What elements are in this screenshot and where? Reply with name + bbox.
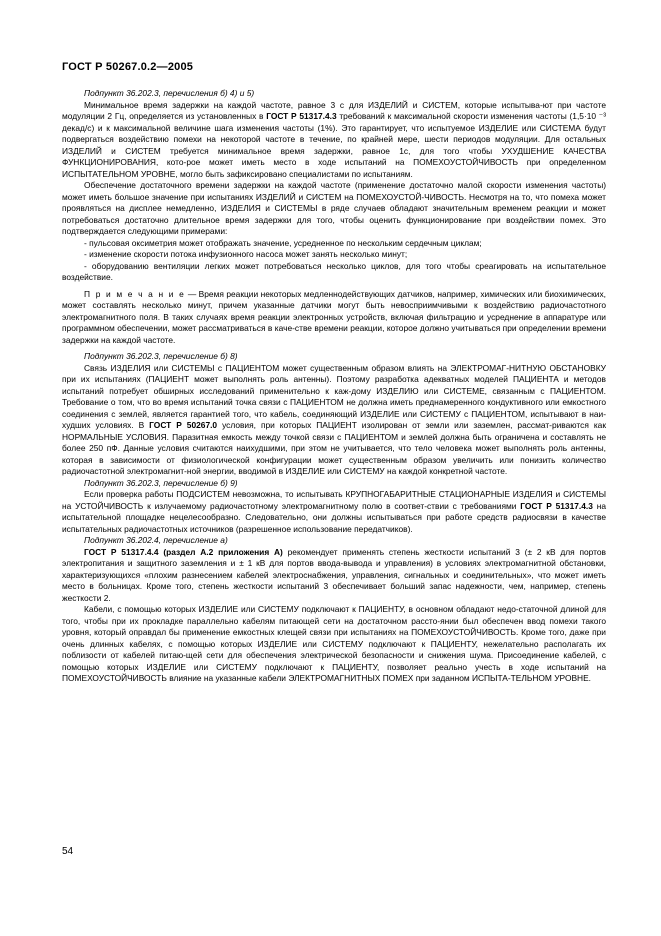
list-item: - изменение скорости потока инфузионного насоса может занять несколько минут; <box>84 249 408 259</box>
paragraph: ГОСТ Р 51317.4.4 (раздел А.2 приложения А) рекомендует применять степень жесткости испытаний 3 (± 2 кВ для портов электропитания и защитного заземления и ± 1 кВ для портов ввода-вывода и управления) в условиях электромагнитной обстановки, характеризующихся «плохим разнесением кабелей электроснабжения, управления, сигнальных и соединительных», что может иметь место в больницах. Кроме того, степень жесткости испытаний 3 обеспечивает больший запас надежности, чем, например, степень жесткости 2. <box>62 546 606 603</box>
list-item: - пульсовая оксиметрия может отображать значение, усредненное по нескольким сердечным циклам; <box>84 237 482 248</box>
subclause-heading: Подпункт 36.202.4, перечисление а) <box>84 535 228 545</box>
paragraph: Если проверка работы ПОДСИСТЕМ невозможна, то испытывать КРУПНОГАБАРИТНЫЕ СТАЦИОНАРНЫЕ ИЗДЕЛИЯ и СИСТЕМЫ на УСТОЙЧИВОСТЬ к излучаемому радиочастотному электромагнитному полю в соответ-ствии с требованиями ГОСТ Р 51317.4.3 на испытательной площадке нецелесообразно. Следовательно, они должны испытываться при работе средств радиосвязи в качестве испытательных радиочастотных источников (разрешенное использование передатчиков). <box>62 489 606 534</box>
standard-reference: ГОСТ Р 51317.4.4 (раздел А.2 приложения А) <box>84 546 283 557</box>
page-number: 54 <box>62 846 74 857</box>
subclause-heading: Подпункт 36.202.3, перечисление б) 8) <box>84 351 238 361</box>
subclause-heading: Подпункт 36.202.3, перечисления б) 4) и 5) <box>84 88 255 98</box>
document-header: ГОСТ Р 50267.0.2—2005 <box>62 61 194 73</box>
standard-reference: ГОСТ Р 50267.0 <box>149 420 218 430</box>
document-body <box>62 88 606 685</box>
list-item: - оборудованию вентиляции легких может потребоваться несколько циклов, для того чтобы среагировать на испытательное воздействие. <box>62 260 606 282</box>
note-label: П р и м е ч а н и е <box>84 288 186 299</box>
paragraph: Обеспечение достаточного времени задержки на каждой частоте (применение достаточно малой скорости изменения частоты) может иметь большое значение при испытаниях ИЗДЕЛИЙ и СИСТЕМ на ПОМЕХОУСТОЙ-ЧИВОСТЬ. Несмотря на то, что помеха может проявляться на дисплее немедленно, ИЗДЕЛИЯ и СИСТЕМЫ в ряде случаев обладают значительным временем реакции и может потребоваться достаточно длительное время задержки для того, чтобы оценить функционирование при воздействии помех. Это подтверждается следующими примерами: <box>62 180 606 236</box>
standard-reference: ГОСТ Р 51317.4.3 <box>266 111 337 121</box>
paragraph: Связь ИЗДЕЛИЯ или СИСТЕМЫ с ПАЦИЕНТОМ может существенным образом влиять на ЭЛЕКТРОМАГ-НИТНУЮ ОБСТАНОВКУ при их испытаниях (ПАЦИЕНТ может выполнять роль антенны). Поэтому разработка адекватных моделей ПАЦИЕНТА и методов испытаний потребует обширных исследований применительно к каж-дому ИЗДЕЛИЮ или СИСТЕМЕ, связанным с ПАЦИЕНТОМ. Требование о том, что во время испытаний точка связи с ПАЦИЕНТОМ не должна иметь преднамеренного кондуктивного или емкостного соединения с землей, является гарантией того, что кабель, соединяющий ИЗДЕЛИЕ или СИСТЕМУ с ПАЦИЕНТОМ, испытывают в наи-худших условиях. В ГОСТ Р 50267.0 условия, при которых ПАЦИЕНТ изолирован от земли или заземлен, рассмат-риваются как НОРМАЛЬНЫЕ УСЛОВИЯ. Паразитная емкость между точкой связи с ПАЦИЕНТОМ и землей должна быть ограничена и составлять не более 250 пФ. Данные условия считаются наихудшими, при этом не учитывается, что тело человека может выполнять роль антенны, которая в зависимости от физиологической конфигурации может существенным образом увеличить или понизить количество радиочастотной электромагнит-ной энергии, вводимой в ИЗДЕЛИЕ или СИСТЕМУ на каждой конкретной частоте. <box>62 362 607 476</box>
paragraph: Минимальное время задержки на каждой частоте, равное 3 с для ИЗДЕЛИЙ и СИСТЕМ, которые испытыва-ют при частоте модуляции 2 Гц, определяется из установленных в ГОСТ Р 51317.4.3 требований к максимальной скорости изменения частоты (1,5·10 ⁻³ декад/с) и к максимальной величине шага изменения частоты (1%). Это гарантирует, что испытуемое ИЗДЕЛИЕ или СИСТЕМА будут подвергаться воздействию помехи на некоторой частоте в течение, по крайней мере, шести периодов модуляции. Для остальных ИЗДЕЛИЙ и СИСТЕМ требуется минимальное время задержки, равное 1с, для того чтобы УХУДШЕНИЕ КАЧЕСТВА ФУНКЦИОНИРОВАНИЯ, кото-рое может иметь место в ходе испытаний на ПОМЕХОУСТОЙЧИВОСТЬ при определенном ИСПЫТАТЕЛЬНОМ УРОВНЕ, могло быть зафиксировано специалистами по испытаниям. <box>62 99 606 179</box>
paragraph: Кабели, с помощью которых ИЗДЕЛИЕ или СИСТЕМУ подключают к ПАЦИЕНТУ, в основном обладают недо-статочной длиной для того, чтобы при их прокладке параллельно кабелям питающей сети на достаточном рассто-янии был обеспечен ввод помехи такого уровня, который оправдал бы применение емкостных клещей связи при испытаниях на ПОМЕХОУСТОЙЧИВОСТЬ. Кроме того, даже при очень длинных кабелях, с помощью которых ИЗДЕЛИЕ или СИСТЕМУ подключают к ПАЦИЕНТУ, нежелательно располагать их поблизости от кабелей питаю-щей сети для обеспечения электрической безопасности и снижения шума. Присоединение кабелей, с помощью которых ИЗДЕЛИЕ или СИСТЕМУ подключают к ПАЦИЕНТУ, позволяет реально учесть в ходе испытаний на ПОМЕХОУСТОЙЧИВОСТЬ влияние на указанные кабели ЭЛЕКТРОМАГНИТНЫХ ПОМЕХ при заданном ИСПЫТА-ТЕЛЬНОМ УРОВНЕ. <box>62 604 606 683</box>
subclause-heading: Подпункт 36.202.3, перечисление б) 9) <box>84 477 238 488</box>
note: П р и м е ч а н и е — Время реакции некоторых медленнодействующих датчиков, например, химических или биохимических, может составлять несколько минут, причем указанные датчики могут быть невосприимчивыми к воздействию радиочастотного электромагнитного поля. В таких случаях время реакции электронных устройств, включая фильтрацию и усреднение в аппаратуре или программном обеспечении, может рассматриваться в каче-стве времени реакции, которое должно учитываться при определении времени задержки на каждой частоте. <box>62 288 606 345</box>
standard-reference: ГОСТ Р 51317.4.3 <box>520 500 593 511</box>
